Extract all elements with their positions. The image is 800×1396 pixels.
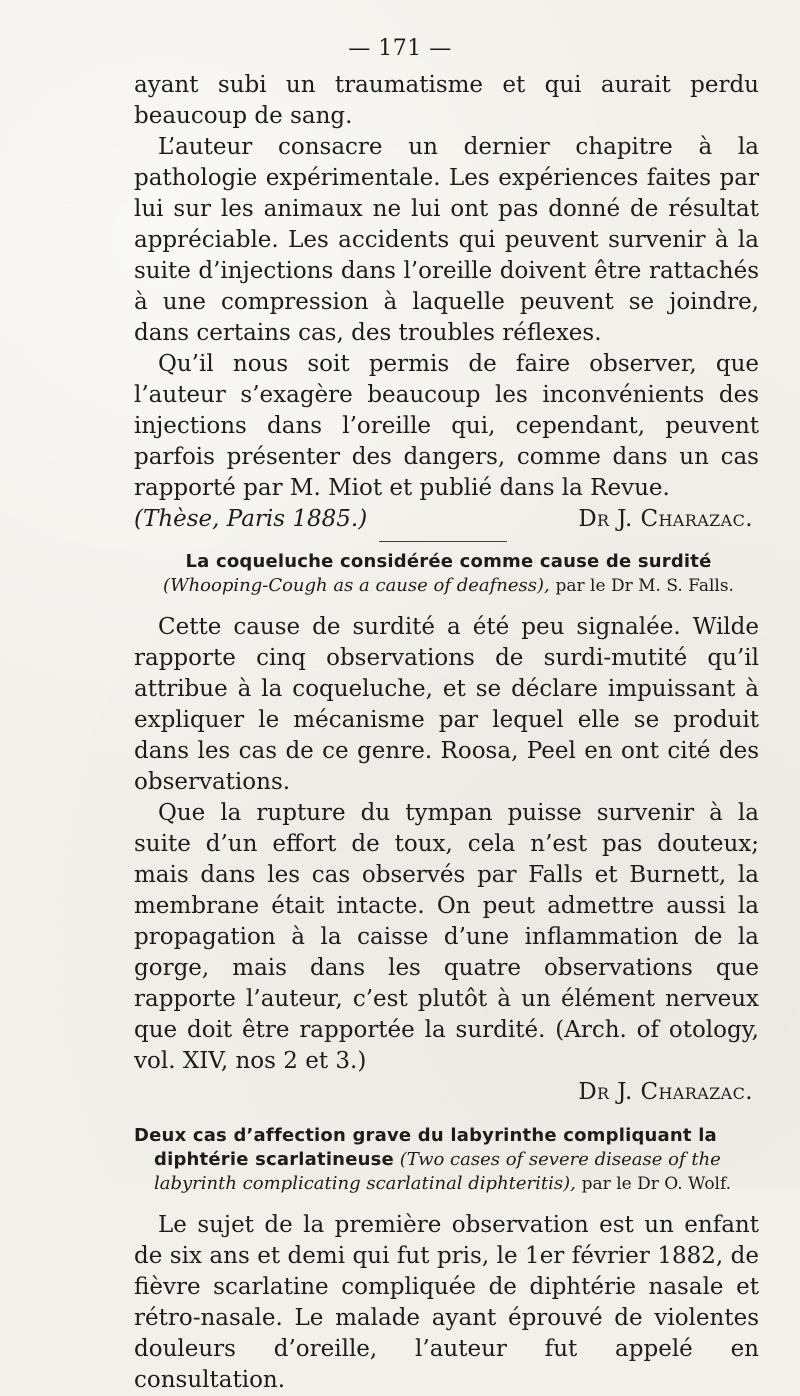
article2-title-by: par le Dr M. S. Falls.	[555, 576, 734, 596]
section1-signature-row	[134, 504, 759, 535]
article2-paragraph-1: Cette cause de surdité a été peu signalée. Wilde rapporte cinq observations de surdi-mutité qu’il attribue à la coqueluche, et se déclare impuissant à expliquer le mécanisme par lequel elle se produit dans les cas de ce genre. Roosa, Peel en ont cité des observations.	[134, 614, 759, 795]
page-content	[134, 70, 759, 1396]
section1-paragraph-3-text: Qu’il nous soit permis de faire observer, que l’auteur s’exagère beaucoup les inconvénients des injections dans l’oreille qui, cependant, peuvent parfois présenter des dangers, comme dans un cas rapporté par M. Miot et publié dans la Revue.	[134, 351, 759, 501]
article3-paragraph-1: Le sujet de la première observation est un enfant de six ans et demi qui fut pris, le 1er février 1882, de fièvre scarlatine compliquée de diphtérie nasale et rétro-nasale. Le malade ayant éprouvé de violentes douleurs d’oreille, l’auteur fut appelé en consultation.	[134, 1212, 759, 1393]
article2-signature: Dr J. Charazac.	[578, 1079, 753, 1105]
page-number: — 171 —	[348, 36, 452, 61]
article2-signature-row	[134, 1077, 759, 1108]
section-divider	[379, 541, 507, 542]
article3-title	[134, 1124, 759, 1196]
article2-title-main: La coqueluche considérée comme cause de surdité	[185, 551, 712, 572]
article2-title	[134, 550, 759, 598]
article3-title-by: par le Dr O. Wolf.	[581, 1174, 732, 1194]
article3-title-line2	[134, 1148, 759, 1196]
article3-title-main: Deux cas d’affection grave du labyrinthe compliquant la	[134, 1125, 717, 1146]
section1-signature: Dr J. Charazac.	[578, 506, 753, 532]
article2-title-english: (Whooping-Cough as a cause of deafness),	[163, 575, 550, 596]
section1-citation: (Thèse, Paris 1885.)	[134, 506, 368, 532]
section1-paragraph-1: ayant subi un traumatisme et qui aurait perdu beaucoup de sang.	[134, 72, 759, 129]
article3-title-english: (Two cases of severe disease of the labyrinth complicating scarlatinal diphteritis),	[154, 1149, 721, 1194]
section1-paragraph-3	[134, 349, 759, 504]
article3-title-line2-text: diphtérie scarlatineuse	[154, 1149, 394, 1170]
article2-paragraph-2: Que la rupture du tympan puisse survenir à la suite d’un effort de toux, cela n’est pas douteux; mais dans les cas observés par Falls et Burnett, la membrane était intacte. On peut admettre aussi la propagation à la caisse d’une inflammation de la gorge, mais dans les quatre observations que rapporte l’auteur, c’est plutôt à un élément nerveux que doit être rapportée la surdité. (Arch. of otology, vol. XIV, nos 2 et 3.)	[134, 800, 759, 1074]
section1-paragraph-2: L’auteur consacre un dernier chapitre à la pathologie expérimentale. Les expériences faites par lui sur les animaux ne lui ont pas donné de résultat appréciable. Les accidents qui peuvent survenir à la suite d’injections dans l’oreille doivent être rattachés à une compression à laquelle peuvent se joindre, dans certains cas, des troubles réflexes.	[134, 134, 759, 346]
